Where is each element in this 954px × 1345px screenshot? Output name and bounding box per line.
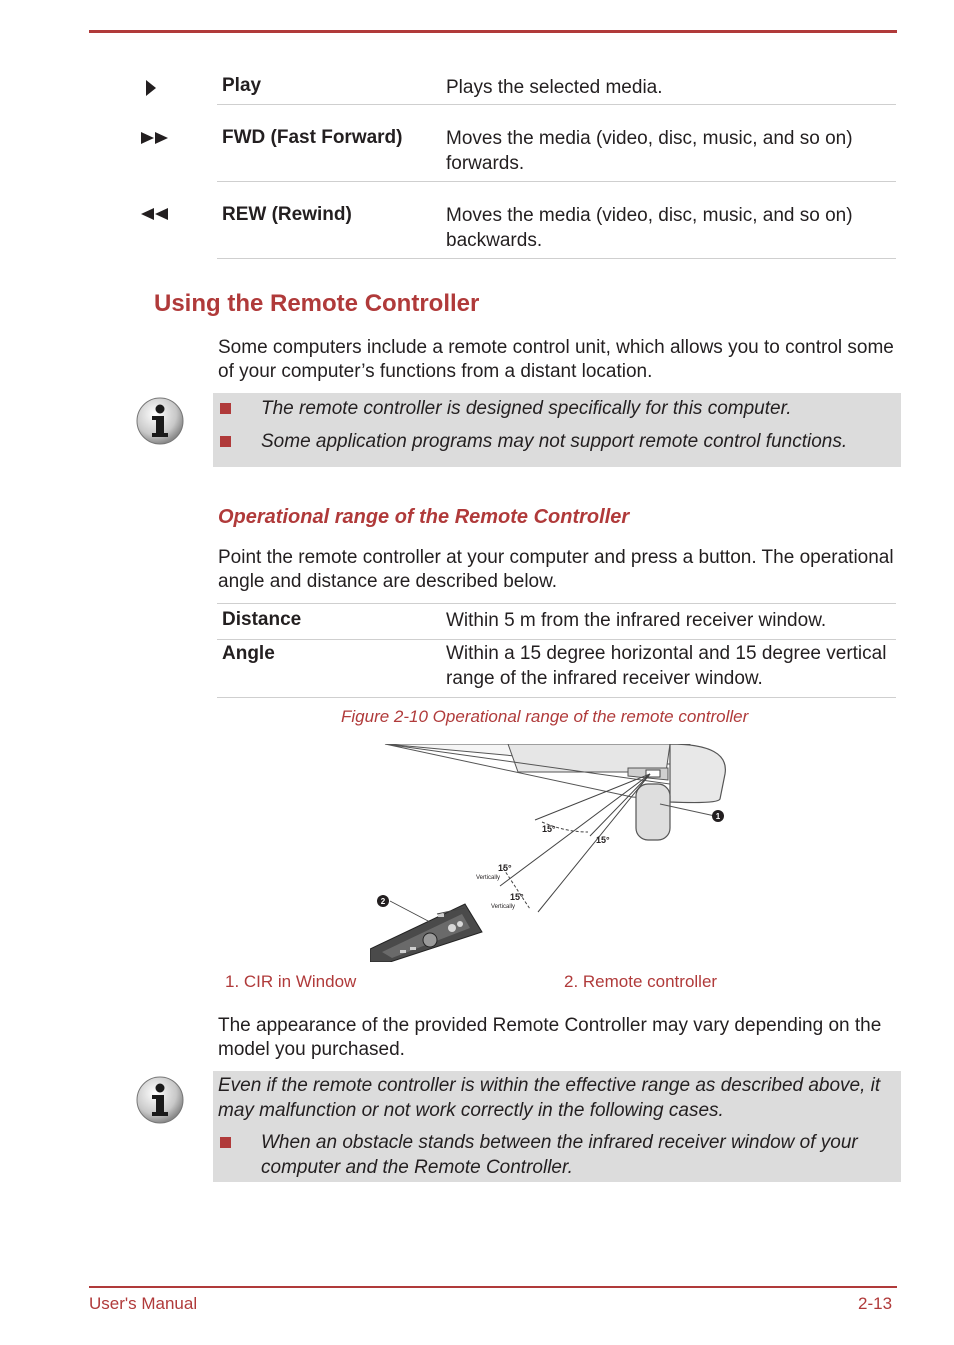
vertical-label: Vertically — [491, 904, 516, 910]
figure-legend-item: 1. CIR in Window — [225, 972, 357, 991]
rewind-icon — [140, 206, 176, 222]
angle-label-vertical: 15° — [498, 863, 512, 873]
note-box — [213, 1071, 901, 1182]
callout-number: 2 — [380, 897, 386, 906]
range-description: Within a 15 degree horizontal and 15 degree vertical range of the infrared receiver window. — [446, 643, 887, 689]
range-row-angle — [217, 639, 896, 698]
range-label: Angle — [222, 643, 275, 664]
subsection-title: Operational range of the Remote Controller — [218, 506, 630, 528]
control-row-fwd — [217, 105, 896, 182]
section-title: Using the Remote Controller — [154, 290, 480, 317]
figure-caption: Figure 2-10 Operational range of the remote controller — [341, 707, 749, 726]
remote-range-illustration — [370, 744, 740, 962]
appearance-note: The appearance of the provided Remote Controller may vary depending on the model you purchased. — [218, 1015, 882, 1060]
callout-number: 1 — [715, 812, 721, 821]
control-description: Moves the media (video, disc, music, and so on) backwards. — [446, 205, 853, 251]
subsection-intro: Point the remote controller at your computer and press a button. The operational angle and distance are described below. — [218, 547, 894, 592]
control-label: Play — [222, 75, 262, 96]
control-label: REW (Rewind) — [222, 204, 352, 225]
footer-rule — [89, 1286, 897, 1288]
figure-legend-item: 2. Remote controller — [564, 972, 718, 991]
bullet-marker — [220, 436, 231, 447]
angle-label-horizontal: 15° — [596, 835, 610, 845]
bullet-marker — [220, 403, 231, 414]
note-item: Some application programs may not support remote control functions. — [261, 431, 848, 452]
page-number: 2-13 — [858, 1294, 893, 1313]
range-label: Distance — [222, 609, 302, 630]
note-item: When an obstacle stands between the infrared receiver window of your computer and the Remote Controller. — [261, 1132, 858, 1178]
note-item: The remote controller is designed specifically for this computer. — [261, 398, 792, 419]
vertical-label: Vertically — [476, 875, 501, 881]
fast-forward-icon — [140, 130, 176, 146]
note-box — [213, 393, 901, 467]
note-text: Even if the remote controller is within the effective range as described above, it may malfunction or not work correctly in the following cases. — [218, 1075, 881, 1121]
section-intro: Some computers include a remote control unit, which allows you to control some of your computer’s functions from a distant location. — [218, 337, 894, 382]
info-icon — [135, 1075, 185, 1125]
control-description: Plays the selected media. — [446, 77, 663, 98]
angle-label-horizontal: 15° — [542, 824, 556, 834]
footer-title: User's Manual — [89, 1294, 198, 1313]
play-icon — [144, 79, 158, 97]
control-row-rew — [217, 182, 896, 259]
header-rule — [89, 30, 897, 33]
remote-controller-illustration — [370, 904, 482, 962]
control-row-play — [217, 70, 896, 105]
control-label: FWD (Fast Forward) — [222, 127, 403, 148]
control-description: Moves the media (video, disc, music, and so on) forwards. — [446, 128, 853, 174]
info-icon — [135, 396, 185, 446]
bullet-marker — [220, 1137, 231, 1148]
angle-label-vertical: 15° — [510, 892, 524, 902]
range-description: Within 5 m from the infrared receiver window. — [446, 610, 827, 631]
range-row-distance — [217, 603, 896, 640]
